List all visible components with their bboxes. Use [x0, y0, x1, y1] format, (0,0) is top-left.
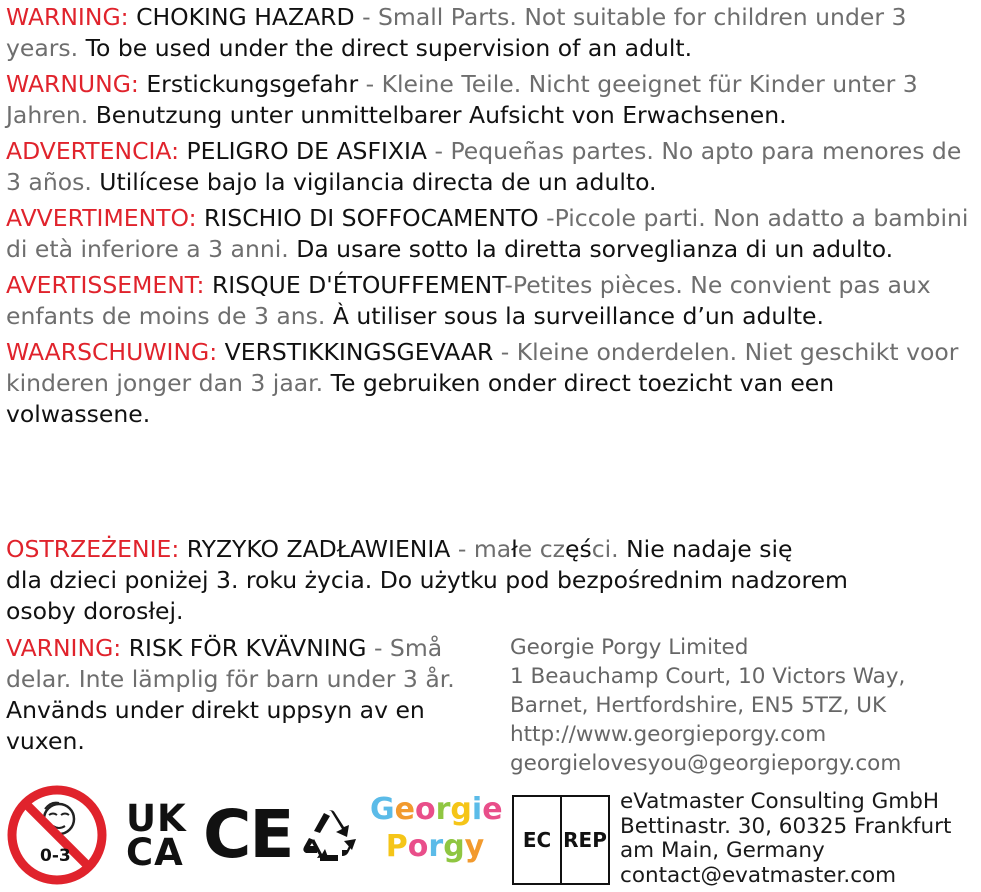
- no-under-3-icon: [5, 783, 109, 887]
- logo-letter: r: [428, 829, 444, 864]
- warning-label: WAARSCHUWING:: [6, 338, 218, 366]
- hazard-text: PELIGRO DE ASFIXIA: [186, 137, 428, 165]
- warnings-list: [6, 2, 978, 435]
- hazard-text: RYZYKO ZADŁAWIENIA: [186, 535, 451, 563]
- warning-block: [6, 2, 978, 64]
- description-text: Piccole parti. Non adatto a bambini di età inferiore a 3 anni.: [6, 204, 969, 263]
- website-text: http://www.georgieporgy.com: [510, 722, 827, 747]
- recycle-icon: [300, 805, 362, 867]
- rep-address-line-1: Bettinastr. 30, 60325 Frankfurt: [620, 813, 952, 839]
- age-label: 0-3: [40, 846, 71, 866]
- logo-line-2: [370, 830, 500, 868]
- description-text: Pequeñas partes. No apto para menores de 3 años.: [6, 137, 962, 196]
- ec-rep-box: [512, 795, 610, 885]
- warning-block: [6, 69, 978, 131]
- description-text: małe części.: [473, 535, 619, 563]
- logo-letter: G: [370, 792, 395, 827]
- separator: -: [427, 137, 451, 165]
- supervision-text: Te gebruiken onder direct toezicht van een volwassene.: [6, 369, 835, 428]
- rep-address-line-2: am Main, Germany: [620, 838, 825, 863]
- logo-letter: o: [407, 829, 429, 864]
- address-line-1: 1 Beauchamp Court, 10 Victors Way,: [510, 664, 906, 689]
- hazard-text: RISQUE D'ÉTOUFFEMENT: [211, 271, 505, 299]
- rep-label: REP: [560, 797, 608, 883]
- logo-line-1: [370, 792, 503, 830]
- logo-letter: g: [450, 792, 472, 827]
- supervision-text: Används under direkt uppsyn av en vuxen.: [6, 696, 425, 755]
- ec-label: EC: [522, 828, 552, 852]
- georgie-porgy-logo: [370, 792, 503, 868]
- rep-email: contact@evatmaster.com: [620, 862, 897, 888]
- email-text: georgielovesyou@georgieporgy.com: [510, 751, 902, 776]
- logo-letter: e: [482, 792, 503, 827]
- logo-letter: P: [385, 829, 408, 864]
- logo-letter: o: [414, 792, 436, 827]
- warning-label: WARNUNG:: [6, 70, 139, 98]
- hazard-text: VERSTIKKINGSGEVAAR: [224, 338, 494, 366]
- separator: -: [493, 338, 517, 366]
- hazard-text: CHOKING HAZARD: [136, 3, 355, 31]
- separator: -: [538, 204, 555, 232]
- company-name: Georgie Porgy Limited: [510, 635, 749, 660]
- separator: -: [358, 70, 382, 98]
- supervision-text: Utilícese bajo la vigilancia directa de un adulto.: [99, 168, 657, 196]
- logo-letter: y: [464, 829, 485, 864]
- separator: -: [450, 535, 474, 563]
- warning-label: ADVERTENCIA:: [6, 137, 180, 165]
- description-text: Kleine onderdelen. Niet geschikt voor kinderen jonger dan 3 jaar.: [6, 338, 959, 397]
- warning-block: [6, 136, 978, 198]
- warning-label: VARNING:: [6, 634, 122, 662]
- logo-letter: i: [471, 792, 483, 827]
- warning-label: OSTRZEŻENIE:: [6, 535, 180, 563]
- hazard-text: RISCHIO DI SOFFOCAMENTO: [204, 204, 539, 232]
- warning-label: AVERTISSEMENT:: [6, 271, 205, 299]
- address-line-2: Barnet, Hertfordshire, EN5 5TZ, UK: [510, 693, 887, 718]
- hazard-text: Erstickungsgefahr: [146, 70, 359, 98]
- logo-letter: e: [394, 792, 415, 827]
- logo-letter: g: [443, 829, 465, 864]
- ukca-mark: UK CA: [126, 797, 187, 874]
- supervision-text: Benutzung unter unmittelbarer Aufsicht von Erwachsenen.: [95, 101, 787, 129]
- separator: -: [354, 3, 379, 31]
- separator: -: [504, 271, 513, 299]
- logo-letter: r: [435, 792, 451, 827]
- description-text: Petites pièces. Ne convient pas aux enfants de moins de 3 ans.: [6, 271, 931, 330]
- ec-rep-address: [620, 790, 951, 888]
- rep-name: eVatmaster Consulting GmbH: [620, 789, 940, 814]
- warning-label: WARNING:: [6, 3, 129, 31]
- description-text: - Små delar. Inte lämplig för barn under 3 år.: [6, 634, 455, 693]
- hazard-text: RISK FÖR KVÄVNING: [128, 634, 367, 662]
- ce-mark: CE: [203, 796, 293, 873]
- certification-icons: [0, 780, 510, 892]
- supervision-text: Nie nadaje się dla dzieci poniżej 3. roku życia. Do użytku pod bezpośrednim nadzorem osoby dorosłej.: [6, 535, 848, 625]
- description-text: Small Parts. Not suitable for children under 3 years.: [6, 3, 907, 62]
- warning-block: [6, 270, 978, 332]
- warning-label: AVVERTIMENTO:: [6, 204, 197, 232]
- supervision-text: À utiliser sous la surveillance d’un adulte.: [332, 302, 824, 330]
- warning-block: [6, 203, 978, 265]
- company-address: [510, 633, 978, 778]
- supervision-text: Da usare sotto la diretta sorveglianza di un adulto.: [296, 235, 894, 263]
- warning-polish: [6, 534, 978, 627]
- warning-block: [6, 337, 978, 430]
- description-text: Kleine Teile. Nicht geeignet für Kinder unter 3 Jahren.: [6, 70, 918, 129]
- warning-swedish: [6, 633, 476, 757]
- supervision-text: To be used under the direct supervision of an adult.: [85, 34, 693, 62]
